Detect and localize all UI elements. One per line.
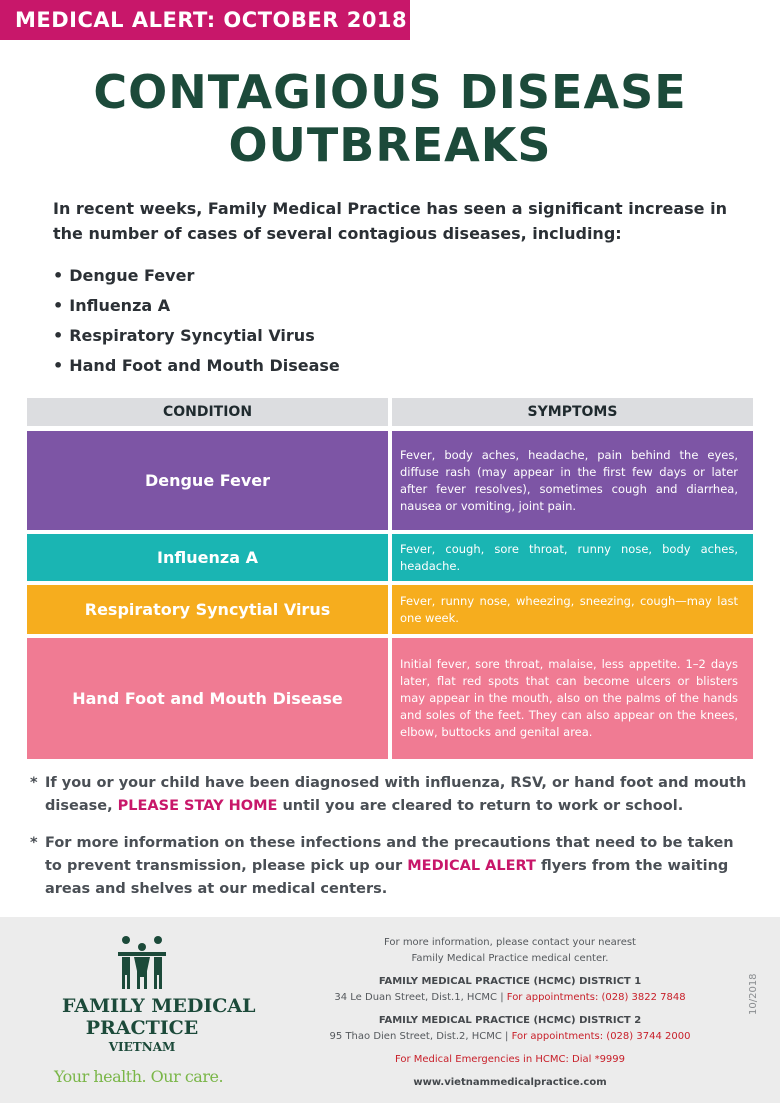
practice-logo-text: FAMILY MEDICAL PRACTICE VIETNAM — [62, 995, 256, 1054]
contact-info: For more information, please contact your nearest Family Medical Practice medical center. FAMILY MEDICAL PRACTICE (HCMC) DISTRICT 1 34 Le Duan Street, Dist.1, HCMC | For appointments: (028) 3822 7848 FAMILY MEDICAL PRACTICE (HCMC) DISTRICT 2 95 Thao Dien Street, Dist.2, HCMC | For appointments: (028) 3744 2000 For Medical Emergencies in HCMC: Dial *9999 www.vietnammedicalpractice.com — [320, 935, 700, 1091]
condition-cell: Influenza A — [27, 534, 388, 581]
website-link[interactable]: www.vietnammedicalpractice.com — [413, 1077, 607, 1088]
column-header-symptoms: SYMPTOMS — [392, 398, 753, 426]
district2-phone: For appointments: (028) 3744 2000 — [511, 1031, 691, 1042]
emergency-line: For Medical Emergencies in HCMC: Dial *9999 — [394, 1054, 626, 1065]
intro-paragraph: In recent weeks, Family Medical Practice has seen a significant increase in the number of cases of several contagious diseases, including: — [53, 199, 727, 243]
stay-home-highlight: PLEASE STAY HOME — [117, 798, 278, 814]
family-logo-icon — [118, 935, 166, 991]
title-line-2: OUTBREAKS — [228, 118, 552, 172]
district1-name: FAMILY MEDICAL PRACTICE (HCMC) DISTRICT 1 — [378, 976, 642, 987]
district1-address: 34 Le Duan Street, Dist.1, HCMC — [334, 992, 498, 1003]
district1-phone: For appointments: (028) 3822 7848 — [506, 992, 686, 1003]
condition-cell: Dengue Fever — [27, 431, 388, 530]
list-item: • Influenza A — [53, 296, 171, 315]
symptoms-cell: Fever, body aches, headache, pain behind the eyes, diffuse rash (may appear in the first few days or later after fever resolves), sometimes cough and diarrhea, nausea or vomiting, joint pain. — [392, 431, 753, 530]
footer — [0, 917, 780, 1103]
alert-banner: MEDICAL ALERT: OCTOBER 2018 — [0, 0, 410, 40]
symptoms-cell: Fever, cough, sore throat, runny nose, body aches, headache. — [392, 534, 753, 581]
table-row — [27, 638, 753, 759]
date-code: 10/2018 — [748, 973, 759, 1015]
symptoms-cell: Fever, runny nose, wheezing, sneezing, cough—may last one week. — [392, 585, 753, 634]
title-line-1: CONTAGIOUS DISEASE — [93, 65, 687, 119]
page-title — [0, 66, 780, 172]
note-stay-home: * If you or your child have been diagnosed with influenza, RSV, or hand foot and mouth disease, PLEASE STAY HOME until you are cleared to return to work or school. — [30, 775, 747, 814]
condition-cell: Respiratory Syncytial Virus — [27, 585, 388, 634]
medical-alert-highlight: MEDICAL ALERT — [407, 858, 536, 874]
tagline: Your health. Our care. — [54, 1067, 224, 1086]
disease-list — [53, 261, 340, 381]
list-item: • Hand Foot and Mouth Disease — [53, 356, 340, 375]
condition-cell: Hand Foot and Mouth Disease — [27, 638, 388, 759]
district2-name: FAMILY MEDICAL PRACTICE (HCMC) DISTRICT 2 — [378, 1015, 642, 1026]
table-row — [27, 534, 753, 581]
list-item: • Respiratory Syncytial Virus — [53, 326, 315, 345]
note-more-info: * For more information on these infections and the precautions that need to be taken to prevent transmission, please pick up our MEDICAL ALERT flyers from the waiting areas and shelves at our medical centers. — [30, 835, 734, 897]
symptoms-cell: Initial fever, sore throat, malaise, less appetite. 1–2 days later, flat red spots that can become ulcers or blisters may appear in the mouth, also on the palms of the hands and soles of the feet. They can also appear on the knees, elbow, buttocks and genital area. — [392, 638, 753, 759]
table-row — [27, 431, 753, 530]
list-item: • Dengue Fever — [53, 266, 195, 285]
table-row — [27, 585, 753, 634]
column-header-condition: CONDITION — [27, 398, 388, 426]
district2-address: 95 Thao Dien Street, Dist.2, HCMC — [329, 1031, 502, 1042]
